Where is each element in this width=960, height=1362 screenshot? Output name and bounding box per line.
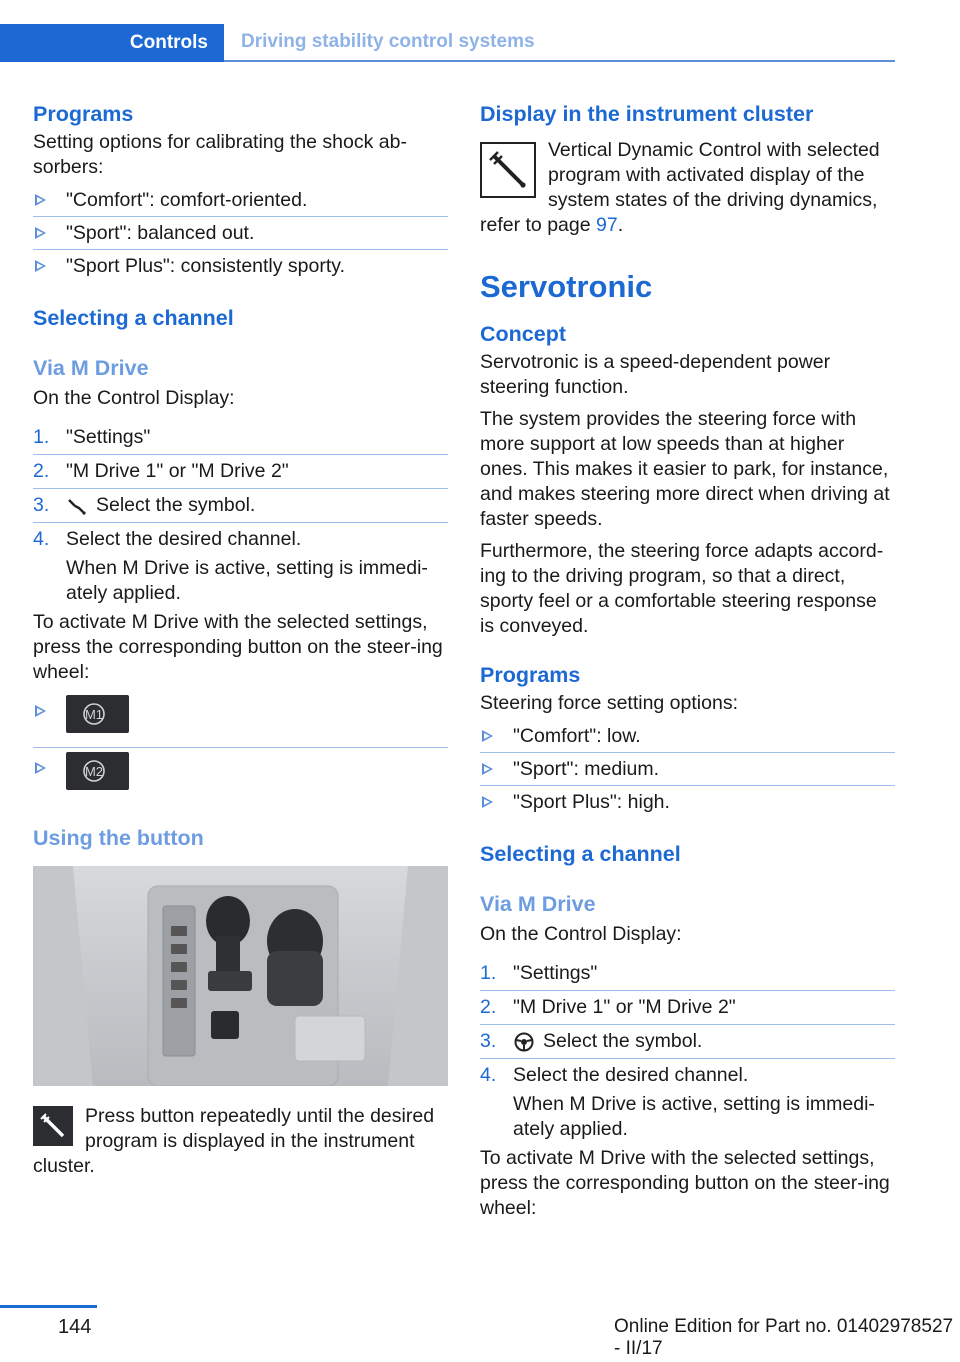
programs-list [33, 184, 448, 282]
step-item: 4. Select the desired channel. When M Drive is active, setting is immedi-ately applied. [480, 1064, 875, 1140]
bullet-triangle-icon [35, 194, 46, 206]
selecting-heading: Selecting a channel [480, 842, 681, 866]
concept-heading: Concept [480, 322, 566, 346]
list-item [33, 748, 448, 804]
via-heading: Via M Drive [33, 356, 149, 380]
m1-button-icon [66, 695, 129, 733]
steering-wheel-icon [513, 1032, 535, 1052]
steps-list [480, 957, 895, 1146]
bullet-triangle-icon [35, 705, 46, 717]
concept-p2: The system provides the steering force with more support at low speeds than at higher ones. This makes it easier to park, for instance, and makes steering more direct when driving at faster speeds. [480, 408, 890, 530]
list-item: "Sport": balanced out. [33, 217, 448, 250]
shock-absorber-icon [33, 1106, 73, 1146]
bullet-triangle-icon [35, 762, 46, 774]
programs-intro: Setting options for calibrating the shock ab-sorbers: [33, 131, 407, 178]
edition-label: Online Edition for Part no. 01402978527 - II/17 [614, 1316, 954, 1359]
via-intro: On the Control Display: [33, 387, 235, 409]
chapter-title[interactable]: Driving stability control systems [224, 24, 895, 62]
step-item: 1. "Settings" [480, 957, 895, 991]
step-item: 3. Select the symbol. [33, 489, 448, 523]
step-item: 2. "M Drive 1" or "M Drive 2" [33, 455, 448, 489]
footer-rule [0, 1305, 97, 1308]
using-heading: Using the button [33, 826, 204, 850]
steps-list [33, 421, 448, 610]
step-item: 1. "Settings" [33, 421, 448, 455]
m-buttons-list [33, 691, 448, 804]
svg-text:M2: M2 [84, 764, 103, 779]
list-item: "Sport": medium. [480, 753, 895, 786]
via-heading: Via M Drive [480, 892, 596, 916]
activate-text: To activate M Drive with the selected settings, press the corresponding button on the steer-ing wheel: [33, 611, 443, 683]
right-column [480, 100, 895, 1221]
programs-heading: Programs [480, 663, 581, 687]
bullet-triangle-icon [35, 260, 46, 272]
concept-p3: Furthermore, the steering force adapts accord-ing to the driving program, so that a direct, sporty feel or a comfortable steering response is conveyed. [480, 540, 884, 637]
list-item: "Sport Plus": high. [480, 786, 895, 818]
display-note: Vertical Dynamic Control with selected program with activated display of the system states of the driving dynamics, refer to page 97. [480, 139, 880, 236]
page-number: 144 [58, 1316, 92, 1338]
list-item: "Sport Plus": consistently sporty. [33, 250, 448, 282]
m2-button-icon [66, 752, 129, 790]
servotronic-heading: Servotronic [480, 269, 653, 304]
page-header [0, 24, 895, 62]
programs-intro: Steering force setting options: [480, 692, 738, 714]
bullet-triangle-icon [482, 796, 493, 808]
center-console-photo [33, 866, 448, 1086]
shock-absorber-icon [480, 142, 536, 198]
via-intro: On the Control Display: [480, 923, 682, 945]
bullet-triangle-icon [482, 763, 493, 775]
step-item: 4. Select the desired channel. When M Drive is active, setting is immedi-ately applied. [33, 528, 428, 604]
list-item: "Comfort": low. [480, 720, 895, 753]
bullet-triangle-icon [35, 227, 46, 239]
step-item: 2. "M Drive 1" or "M Drive 2" [480, 991, 895, 1025]
shock-absorber-icon [66, 497, 88, 515]
programs-heading: Programs [33, 102, 134, 126]
concept-p1: Servotronic is a speed-dependent power steering function. [480, 351, 831, 398]
display-heading: Display in the instrument cluster [480, 102, 814, 126]
bullet-triangle-icon [482, 730, 493, 742]
activate-text: To activate M Drive with the selected settings, press the corresponding button on the steer-ing wheel: [480, 1147, 890, 1219]
svg-text:M1: M1 [84, 707, 103, 722]
step-item: 3. Select the symbol. [480, 1025, 895, 1059]
selecting-heading: Selecting a channel [33, 306, 234, 330]
page-link[interactable]: 97 [596, 214, 618, 236]
press-text: Press button repeatedly until the desired program is displayed in the instrument cluster. [33, 1105, 435, 1177]
press-note [33, 1104, 448, 1179]
left-column [33, 100, 448, 1179]
programs-list [480, 720, 895, 818]
list-item: "Comfort": comfort-oriented. [33, 184, 448, 217]
section-tab[interactable]: Controls [0, 24, 224, 62]
list-item [33, 691, 448, 748]
